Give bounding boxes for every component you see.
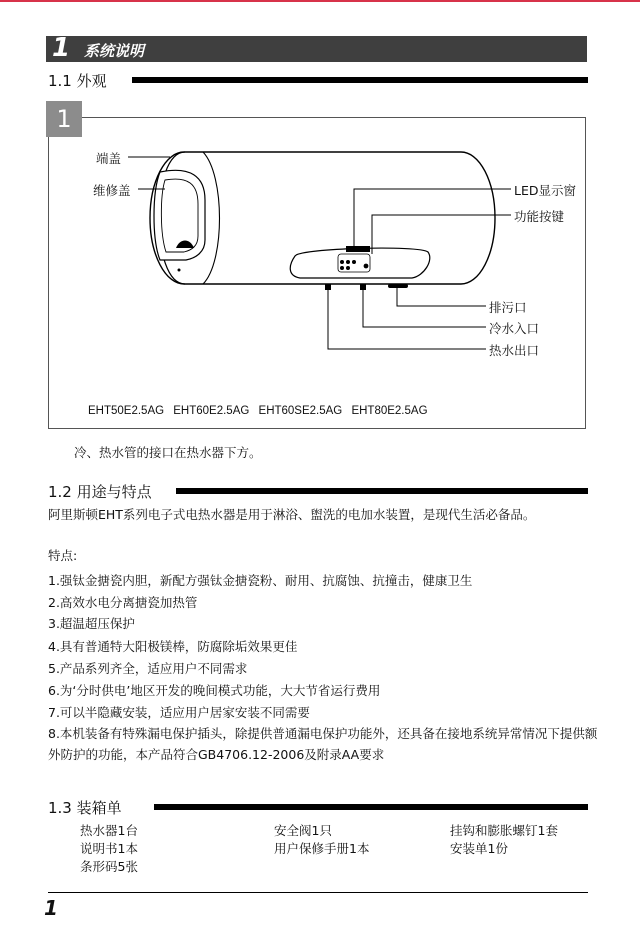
packing-item: 条形码5张 (80, 859, 138, 874)
control-panel (290, 248, 430, 278)
section-rule (154, 804, 588, 810)
footer-rule (48, 892, 588, 893)
label-service-cover: 维修盖 (93, 183, 131, 198)
feature-item: 7.可以半隐藏安装，适应用户居家安装不同需要 (48, 705, 310, 720)
feature-item: 8.本机装备有特殊漏电保护插头，除提供普通漏电保护功能外，还具备在接地系统异常情况下提供额外防护的功能，本产品符合GB4706.12-2006及附录AA要求 (48, 726, 598, 762)
drain-pipe (388, 284, 408, 288)
section-title: 1.2 用途与特点 (48, 483, 152, 501)
packing-item: 安全阀1只 (274, 823, 332, 838)
section-title: 1.3 装箱单 (48, 799, 122, 817)
packing-item: 热水器1台 (80, 823, 138, 838)
packing-item: 用户保修手册1本 (274, 841, 370, 856)
section-rule (176, 488, 588, 494)
feature-item: 2.高效水电分离搪瓷加热管 (48, 595, 198, 610)
feature-item: 1.强钛金搪瓷内胆，新配方强钛金搪瓷粉、耐用、抗腐蚀、抗撞击，健康卫生 (48, 573, 473, 588)
hot-outlet-pipe (325, 284, 331, 290)
label-end-cover: 端盖 (96, 151, 122, 166)
feature-item: 6.为‘分时供电’地区开发的晚间模式功能，大大节省运行费用 (48, 683, 381, 698)
features-heading: 特点: (48, 548, 78, 563)
packing-item: 说明书1本 (80, 841, 138, 856)
label-led-window: LED显示窗 (514, 183, 576, 198)
label-function-keys: 功能按键 (514, 209, 565, 224)
feature-item: 5.产品系列齐全，适应用户不同需求 (48, 661, 248, 676)
intro-paragraph: 阿里斯顿EHT系列电子式电热水器是用于淋浴、盥洗的电加水装置，是现代生活必备品。 (48, 507, 536, 522)
water-heater-illustration (0, 0, 640, 450)
chapter-title: 系统说明 (84, 42, 145, 60)
led-window (346, 246, 370, 252)
feature-item: 4.具有普通特大阳极镁棒，防腐除垢效果更佳 (48, 639, 298, 654)
page-number: 1 (44, 896, 58, 920)
model-list: EHT50E2.5AG EHT60E2.5AG EHT60SE2.5AG EHT80E2.5AG (88, 405, 428, 417)
packing-item: 安装单1份 (450, 841, 508, 856)
cold-inlet-pipe (360, 284, 366, 290)
label-hot-outlet: 热水出口 (489, 343, 540, 358)
feature-item: 3.超温超压保护 (48, 616, 135, 631)
label-cold-inlet: 冷水入口 (489, 321, 540, 336)
figure-badge: 1 (46, 101, 82, 137)
figure-caption: 冷、热水管的接口在热水器下方。 (74, 445, 262, 460)
packing-item: 挂钩和膨胀螺钉1套 (450, 823, 558, 838)
section-title: 1.1 外观 (48, 72, 107, 90)
chapter-number: 1 (52, 33, 71, 63)
label-drain: 排污口 (489, 300, 527, 315)
